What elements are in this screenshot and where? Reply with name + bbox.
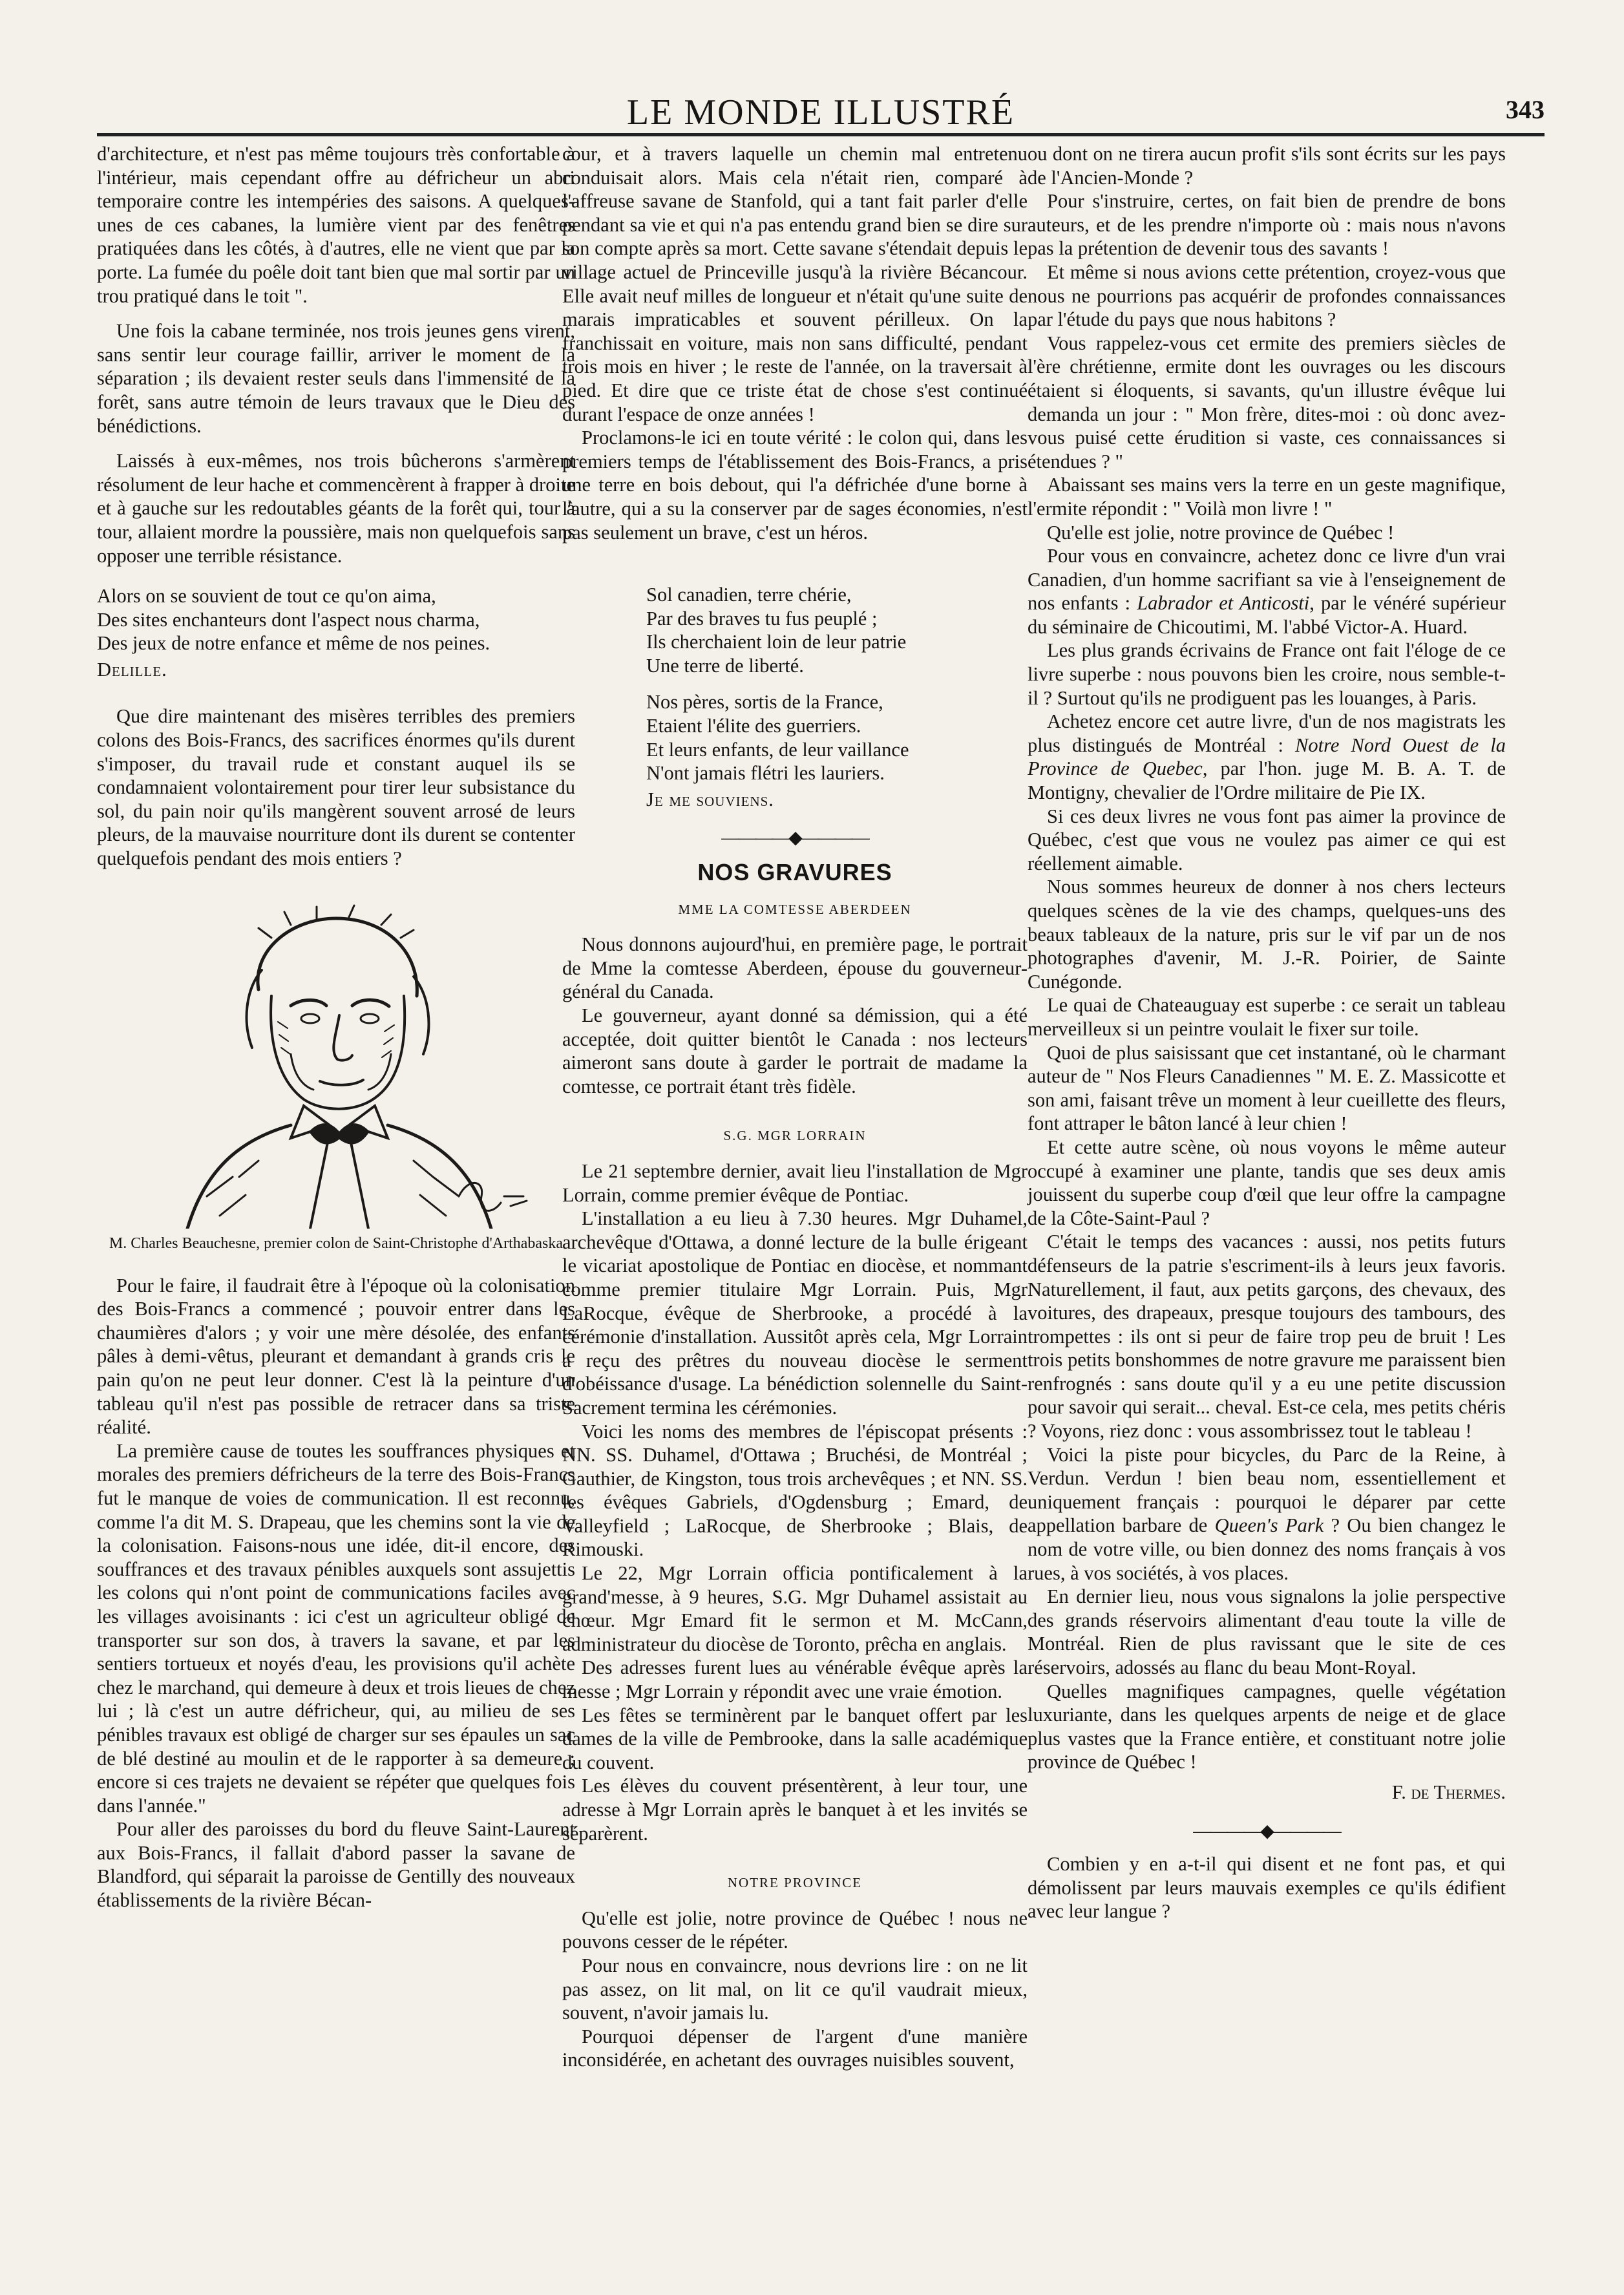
column-1	[97, 142, 575, 1912]
section-ornament: ————◆————	[721, 828, 869, 849]
verse-line: Sol canadien, terre chérie,	[646, 584, 852, 606]
subsection-heading: S.G. MGR LORRAIN	[723, 1128, 867, 1144]
paragraph: Et cette autre scène, où nous voyons le même auteur occupé à examiner une plante, tandis que ses deux amis jouissent du superbe coup d'œil que leur offre la campagne de la Côte-Saint-Paul ?	[1028, 1136, 1506, 1229]
subsection-heading: MME LA COMTESSE ABERDEEN	[678, 901, 912, 917]
author-signature: F. de Thermes.	[1391, 1781, 1506, 1803]
verse-line: Par des braves tu fus peuplé ;	[646, 607, 878, 629]
verse-line: Alors on se souvient de tout ce qu'on aima,	[97, 585, 436, 608]
paragraph: Pour s'instruire, certes, on fait bien de prendre de bons auteurs, et de les prendre n'importe où : mais nous n'avons pas la prétention de devenir tous des savants !	[1028, 190, 1506, 260]
text-run: Achetez encore cet autre livre, d'un de nos magistrats les plus distingués de Montréal :	[1028, 710, 1506, 756]
subsection-heading: NOTRE PROVINCE	[727, 1875, 863, 1891]
verse-line: Des jeux de notre enfance et même de nos peines.	[97, 632, 490, 655]
paragraph: La première cause de toutes les souffrances physiques et morales des premiers défricheurs de la terre des Bois-Francs fut le manque de voies de communication. Il est reconnu, comme l'a dit M. S. Drapeau, que les chemins sont la vie de la colonisation. Faisons-nous une idée, dit-il encore, des souffrances et des travaux pénibles auxquels sont assujettis les colons qui n'ont point de communications faciles avec les villages avoisinants : ici c'est un agriculteur obligé de transporter sur son dos, à travers la savane, et par les sentiers tortueux et noyés d'eau, les provisions qu'il achète chez le marchand, qui demeure à deux et trois lieues de chez lui ; là c'est un autre défricheur, qui, au milieu de ses pénibles travaux est obligé de charger sur ses épaules un sac de blé destiné au moulin et de le rapporter à sa demeure ; encore si ces trajets ne devaient se répéter que quelques fois dans l'année."	[97, 1439, 575, 1817]
text-run: , par l'hon. juge M. B. A. T. de Montigny, chevalier de l'Ordre militaire de Pie IX.	[1028, 757, 1506, 804]
paragraph: Vous rappelez-vous cet ermite des premiers siècles de l'ère chrétienne, ermite dont les ouvrages ou les discours étaient si éloquents, si savants, qu'un illustre évêque lui demanda un jour : " Mon frère, dites-moi : où donc avez-vous puisé cette érudition si vaste, ces connaissances si étendues ? "	[1028, 332, 1506, 472]
paragraph: Les plus grands écrivains de France ont fait l'éloge de ce livre superbe : nous pouvons bien les croire, nous semble-t-il ? Surtout qu'ils ne prodiguent pas les louanges, à Paris.	[1028, 639, 1506, 709]
paragraph: Le 21 septembre dernier, avait lieu l'installation de Mgr Lorrain, comme premier évêque de Pontiac.	[562, 1159, 1028, 1206]
paragraph: Pour le faire, il faudrait être à l'époque où la colonisation des Bois-Francs a commencé ; pouvoir entrer dans les chaumières d'alors ; y voir une mère désolée, des enfants pâles à demi-vêtus, pleurant et demandant à grands cris le pain qu'on ne peut leur donner. C'est là la peinture d'un tableau qu'il n'est pas possible de retracer dans sa triste réalité.	[97, 1274, 575, 1439]
paragraph	[1028, 710, 1506, 804]
paragraph: Nous sommes heureux de donner à nos chers lecteurs quelques scènes de la vie des champs, quelques-uns des beaux tableaux de la nature, pris sur le vif par un de nos photographes d'avenir, M. J.-R. Poirier, de Sainte Cunégonde.	[1028, 876, 1506, 993]
paragraph	[1028, 544, 1506, 639]
page-number: 343	[1506, 95, 1545, 124]
column-2	[562, 142, 1028, 2072]
text-run: ? Ou bien changez le nom de votre ville, ou bien donnez des noms français à vos rues, à vos sociétés, à vos places.	[1028, 1514, 1506, 1584]
paragraph: ou dont on ne tirera aucun profit s'ils sont écrits sur les pays de l'Ancien-Monde ?	[1028, 143, 1506, 189]
verse-quote	[646, 583, 1028, 811]
paragraph: Le 22, Mgr Lorrain officia pontificalement à la grand'messe, à 9 heures, S.G. Mgr Duhamel assistait au chœur. Mgr Emard fit le sermon et M. McCann, administrateur du diocèse de Toronto, prêcha en anglais.	[562, 1562, 1028, 1655]
portrait-engraving-icon	[97, 893, 575, 1229]
paragraph: Si ces deux livres ne vous font pas aimer la province de Québec, c'est que vous ne voulez pas aimer ce qui est réellement aimable.	[1028, 805, 1506, 874]
paragraph: Qu'elle est jolie, notre province de Québec ! nous ne pouvons cesser de le répéter.	[562, 1907, 1028, 1953]
paragraph: Que dire maintenant des misères terribles des premiers colons des Bois-Francs, des sacrifices énormes qu'ils durent s'imposer, du travail rude et constant auquel ils se condamnaient volontairement pour tirer leur subsistance du sol, du pain noir qu'ils mangèrent souvent arrosé de leurs pleurs, de la mauvaise nourriture dont ils durent se contenter quelquefois pendant des mois entiers ?	[97, 705, 575, 870]
paragraph: Pour aller des paroisses du bord du fleuve Saint-Laurent aux Bois-Francs, il fallait d'abord passer la savane de Blandford, qui séparait la paroisse de Gentilly des nouveaux établissements de la rivière Bécan-	[97, 1818, 575, 1912]
paragraph: Les élèves du couvent présentèrent, à leur tour, une adresse à Mgr Lorrain après le banquet à et les invités se séparèrent.	[562, 1775, 1028, 1845]
text-run: Pour vous en convaincre, achetez donc ce livre d'un vrai Canadien, d'un homme sacrifiant sa vie à l'enseignement de nos enfants :	[1028, 545, 1506, 615]
paragraph: En dernier lieu, nous vous signalons la jolie perspective des grands réservoirs alimentant d'eau toute la ville de Montréal. Rien de plus ravissant que le site de ces réservoirs, adossés au flanc du beau Mont-Royal.	[1028, 1585, 1506, 1678]
paragraph: Une fois la cabane terminée, nos trois jeunes gens virent, sans sentir leur courage faillir, arriver le moment de la séparation ; ils devaient rester seuls dans l'immensité de la forêt, sans autre témoin de leurs travaux que le Dieu des bénédictions.	[97, 320, 575, 437]
text-run: , par le vénéré supérieur du séminaire de Chicoutimi, M. l'abbé Victor-A. Huard.	[1028, 592, 1506, 638]
paragraph: Combien y en a-t-il qui disent et ne font pas, et qui démolissent par leurs mauvais exemples ce qu'ils édifient avec leur langue ?	[1028, 1853, 1506, 1923]
paragraph: Quelles magnifiques campagnes, quelle végétation luxuriante, dans les quelques arpents de neige et de glace plus vastes que la France entière, et constituant notre jolie province de Québec !	[1028, 1680, 1506, 1773]
paragraph: Nous donnons aujourd'hui, en première page, le portrait de Mme la comtesse Aberdeen, épouse du gouverneur-général du Canada.	[562, 933, 1028, 1003]
paragraph: Quoi de plus saisissant que cet instantané, où le charmant auteur de " Nos Fleurs Canadiennes " M. E. Z. Massicotte et son ami, faisant trêve un moment à leur cueillette des fleurs, font attraper le bâton lancé à leur chien !	[1028, 1041, 1506, 1135]
paragraph: C'était le temps des vacances : aussi, nos petits futurs défenseurs de la patrie s'escriment-ils à leurs jeux favoris. Naturellement, il faut, aux petits garçons, des chevaux, des voitures, des drapeaux, presque toujours des tambours, des trompettes : ils ont si peur de faire trop peu de bruit ! Les trois petits bonshommes de notre gravure me paraissent bien renfrognés : sans doute qu'il y a eu une petite discussion pour savoir qui serait... cheval. Est-ce cela, mes petits chéris ? Voyons, riez donc : vous assombrissez tout le tableau !	[1028, 1231, 1506, 1443]
paragraph: Et même si nous avions cette prétention, croyez-vous que nous ne pourrions pas acquérir de profondes connaissances par l'étude du pays que nous habitons ?	[1028, 260, 1506, 331]
book-title: Notre Nord Ouest de la Province de Quebec	[1028, 734, 1506, 780]
verse-attribution: Delille.	[97, 658, 167, 681]
portrait-caption: M. Charles Beauchesne, premier colon de Saint-Christophe d'Arthabaska	[109, 1234, 564, 1252]
paragraph: Voici les noms des membres de l'épiscopat présents : NN. SS. Duhamel, d'Ottawa ; Bruchési, de Montréal ; Gauthier, de Kingston, tous trois archevêques ; et NN. SS. les évêques Gabriels, d'Ogdensburg ; Emard, de Valleyfield ; LaRocque, de Sherbrooke ; Blais, de Rimouski.	[562, 1420, 1028, 1561]
paragraph: Laissés à eux-mêmes, nos trois bûcherons s'armèrent résolument de leur hache et commencèrent à frapper à droite et à gauche sur les redoutables géants de la forêt qui, tour à tour, allaient mordre la poussière, mais non quelquefois sans opposer une terrible résistance.	[97, 450, 575, 567]
newspaper-title: LE MONDE ILLUSTRÉ	[626, 92, 1015, 132]
section-ornament: ————◆————	[1193, 1821, 1340, 1841]
verse-line: Des sites enchanteurs dont l'aspect nous charma,	[97, 608, 480, 631]
verse-line: Etaient l'élite des guerriers.	[646, 715, 861, 737]
paragraph: Des adresses furent lues au vénérable évêque après la messe ; Mgr Lorrain y répondit avec une vraie émotion.	[562, 1656, 1028, 1703]
verse-line: Et leurs enfants, de leur vaillance	[646, 738, 909, 761]
masthead-rule	[97, 133, 1545, 136]
paragraph: Qu'elle est jolie, notre province de Québec !	[1047, 521, 1395, 544]
verse-attribution: Je me souviens.	[646, 788, 774, 810]
masthead	[97, 92, 1545, 131]
portrait-engraving	[97, 893, 575, 1229]
verse-line: Une terre de liberté.	[646, 654, 804, 677]
paragraph: Le quai de Chateauguay est superbe : ce serait un tableau merveilleux si un peintre voulait le fixer sur toile.	[1028, 994, 1506, 1040]
section-heading: NOS GRAVURES	[697, 859, 892, 886]
verse-quote	[97, 584, 575, 681]
book-title: Labrador et Anticosti	[1137, 592, 1310, 615]
text-run: Voici la piste pour bicycles, du Parc de la Reine, à Verdun. Verdun ! bien beau nom, essentiellement et uniquement français : pourquoi le déparer par cette appellation barbare de	[1028, 1443, 1506, 1537]
paragraph: cour, et à travers laquelle un chemin mal entretenu conduisait alors. Mais cela n'était rien, comparé à l'affreuse savane de Stanfold, qui a tant fait parler d'elle pendant sa vie et qui n'a pas entendu grand bien se dire sur son compte après sa mort. Cette savane s'étendait depuis le village actuel de Princeville jusqu'à la rivière Bécancour. Elle avait neuf milles de longueur et n'était qu'une suite de marais impraticables et souvent périlleux. On la franchissait en voiture, mais non sans difficulté, pendant trois mois en hiver ; le reste de l'année, on la traversait à pied. Et dire que ce triste état de chose s'est continué durant l'espace de onze années !	[562, 143, 1028, 425]
paragraph: Pourquoi dépenser de l'argent d'une manière inconsidérée, en achetant des ouvrages nuisibles souvent,	[562, 2025, 1028, 2071]
paragraph: Abaissant ses mains vers la terre en un geste magnifique, l'ermite répondit : " Voilà mon livre ! "	[1028, 474, 1506, 520]
paragraph: d'architecture, et n'est pas même toujours très confortable à l'intérieur, mais cependant offre au défricheur un abri temporaire contre les intempéries des saisons. A quelques-unes de ces cabanes, la lumière vient par des fenêtres pratiquées dans les côtés, à d'autres, elle ne vient que par la porte. La fumée du poêle doit tant bien que mal sortir par un trou pratiqué dans le toit ".	[97, 143, 575, 307]
verse-line: Ils cherchaient loin de leur patrie	[646, 631, 907, 653]
paragraph: L'installation a eu lieu à 7.30 heures. Mgr Duhamel, archevêque d'Ottawa, a donné lecture de la bulle érigeant le vicariat apostolique de Pontiac en diocèse, et nommant comme premier titulaire Mgr Lorrain. Puis, Mgr LaRocque, évêque de Sherbrooke, a procédé à la cérémonie d'installation. Aussitôt après cela, Mgr Lorrain a reçu des prêtres du nouveau diocèse le serment d'obéissance d'usage. La bénédiction solennelle du Saint-Sacrement termina les cérémonies.	[562, 1207, 1028, 1419]
place-name: Queen's Park	[1214, 1514, 1324, 1537]
paragraph: Les fêtes se terminèrent par le banquet offert par les dames de la ville de Pembrooke, dans la salle académique du couvent.	[562, 1704, 1028, 1773]
paragraph: Le gouverneur, ayant donné sa démission, qui a été acceptée, doit quitter bientôt le Canada : nos lecteurs aimeront sans doute à garder le portrait de madame la comtesse, ce portrait étant très fidèle.	[562, 1004, 1028, 1097]
paragraph	[1028, 1443, 1506, 1585]
paragraph: Pour nous en convaincre, nous devrions lire : on ne lit pas assez, on lit mal, on lit ce qu'il vaudrait mieux, souvent, n'avoir jamais lu.	[562, 1954, 1028, 2024]
verse-line: N'ont jamais flétri les lauriers.	[646, 762, 885, 785]
paragraph: Proclamons-le ici en toute vérité : le colon qui, dans les premiers temps de l'établissement des Bois-Francs, a pris une terre en bois debout, qui l'a défrichée d'une borne à l'autre, qui a su la conserver par de sages économies, n'est pas seulement un brave, c'est un héros.	[562, 427, 1028, 544]
column-3	[1028, 142, 1506, 1923]
verse-line: Nos pères, sortis de la France,	[646, 691, 883, 714]
